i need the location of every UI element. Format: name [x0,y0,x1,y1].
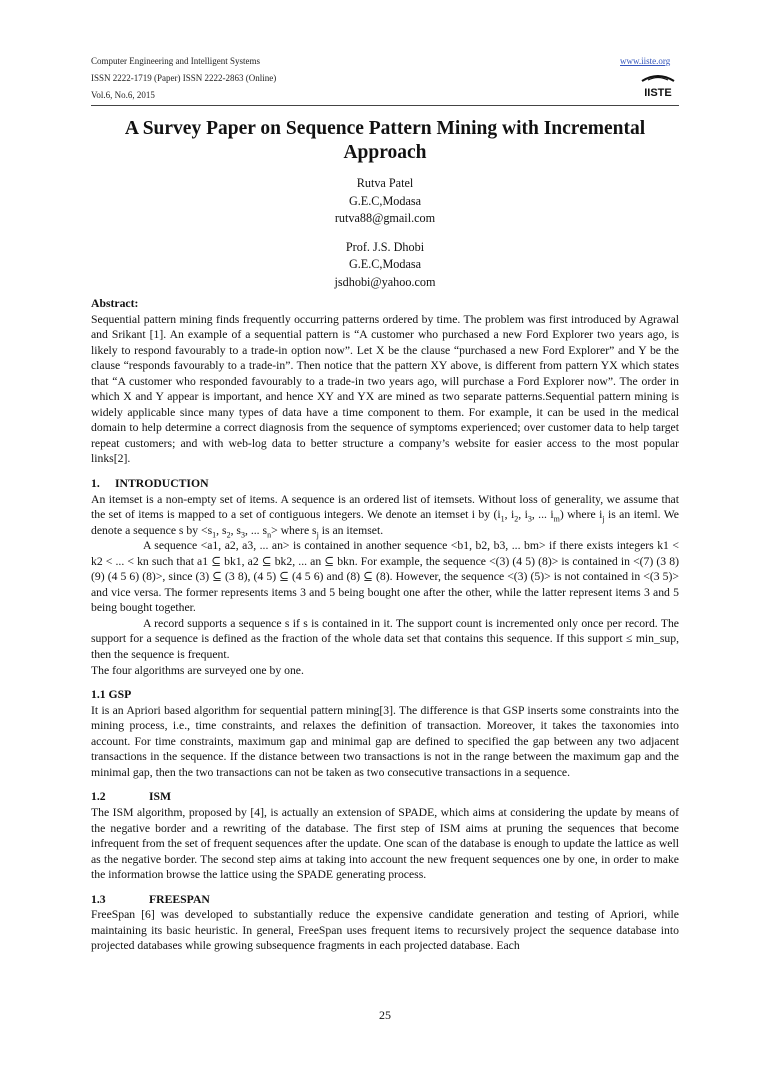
intro-title: INTRODUCTION [115,477,209,491]
author-affiliation: G.E.C,Modasa [348,257,422,271]
ism-number: 1.2 [91,790,106,804]
ism-heading [91,789,679,805]
author-affiliation: G.E.C,Modasa [348,193,422,208]
ism-title: ISM [149,790,172,804]
journal-volume: Vol.6, No.6, 2015 [91,90,155,100]
journal-issn: ISSN 2222-1719 (Paper) ISSN 2222-2863 (Online) [91,73,277,83]
page-number: 25 [379,1008,391,1022]
author-1 [91,175,679,228]
author-name: Rutva Patel [356,176,414,190]
author-list [91,175,679,302]
header-divider [91,105,679,106]
intro-paragraph-3: A record supports a sequence s if s is contained in it. The support count is incremented only once per record. The support for a sequence is defined as the fraction of the whole data set that contains this sequence. If this support ≤ min_sup, then the sequence is frequent. [91,616,679,662]
iiste-logo [638,71,678,99]
gsp-text: It is an Apriori based algorithm for sequential pattern mining[3]. The difference is that GSP inserts some constraints into the mining process, i.e., time constraints, and relaxes the definition of transaction. Moreover, it takes the taxonomies into account. For time constraints, maximum gap and minimal gap are defined to specified the gap between any two adjacent transactions in the sequence. If the distance between two transactions is not in the range between the maximum gap and the minimal gap, then the two transactions can not be taken as two consecutive transactions in a sequence. [91,703,679,779]
intro-heading [91,476,679,492]
freespan-title: FREESPAN [149,892,210,906]
author-name: Prof. J.S. Dhobi [345,239,425,254]
abstract-text: Sequential pattern mining finds frequently occurring patterns ordered by time. The problem was first introduced by Agrawal and Srikant [1]. An example of a sequential pattern is “A customer who purchased a new Ford Explorer two years ago, is likely to respond favourably to a trade-in option now”. Let X be the clause “purchased a new Ford Explorer” and Y be the clause “responds favourably to a trade-in”. Then notice that the pattern XY above, is different from pattern YX which states that “A customer who responded favourably to a trade-in two years ago, will purchase a Ford Explorer now”. The order in which X and Y appear is important, and hence XY and YX are mined as two separate patterns.Sequential pattern mining is widely applicable since many types of data have a time component to them. For example, it can be used in the medical domain to help determine a correct diagnosis from the sequence of symptoms experienced; over customer data to help target repeat customers; and with web-log data to better structure a company’s website for easier access to the most popular links[2]. [91,312,679,466]
freespan-text: FreeSpan [6] was developed to substantially reduce the expensive candidate generation and testing of Apriori, while maintaining its basic heuristic. In general, FreeSpan uses frequent items to recursively project the sequence database into projected databases while growing subsequence fragments in each projected database. Each [91,908,679,953]
ism-text: The ISM algorithm, proposed by [4], is actually an extension of SPADE, which aims at considering the update by means of the negative border and a rewriting of the database. The first step of ISM aims at pruning the sequences that become infrequent from the set of frequent sequences after the update. One scan of the database is enough to update the lattice as well as the negative border. The second step aims at taking into account the new frequent sequences one by one, in order to make the information browse the lattice using the SPADE generating process. [91,805,679,882]
gsp-heading: 1.1 GSP [91,688,132,702]
intro-paragraph-2: A sequence <a1, a2, a3, ... an> is contained in another sequence <b1, b2, b3, ... bm> if there exists integers k1 < k2 < ... < kn such that a1 ⊆ bk1, a2 ⊆ bk2, ... an ⊆ bkn. For example, the sequence <(3) (4 5) (8)> is contained in <(7) (3 8) (9) (4 5 6) (8)>, since (3) ⊆ (3 8), (4 5) ⊆ (4 5 6) and (8) ⊆ (8). However, the sequence <(3) (5)> is not contained in <(3 5)> and vice versa. The former represents items 3 and 5 being bought one after the other, while the latter represent items 3 and 5 being bought together. [91,539,679,615]
paper-title: A Survey Paper on Sequence Pattern Mining with Incremental Approach [124,118,646,163]
author-email: rutva88@gmail.com [334,211,436,225]
journal-url-link[interactable]: www.iiste.org [620,56,671,66]
intro-number: 1. [91,477,100,491]
journal-name: Computer Engineering and Intelligent Systems [91,56,260,66]
freespan-number: 1.3 [91,892,106,906]
intro-paragraph-1: An itemset is a non-empty set of items. A sequence is an ordered list of itemsets. Without loss of generality, we assume that the set of items is mapped to a set of contiguous integers. We denote an itemset i by ($i_1$, $i_2$, $i_3$, ... $i_m$) where $i_j$ is an iteml. We denote a sequence s by $<s_1$, $s_2$, $s_3$, ... $s_n>$ where $s_j$ is an itemset. [91,492,679,539]
freespan-heading [91,892,679,908]
author-email: jsdhobi@yahoo.com [334,274,436,289]
paper-body [91,296,679,954]
intro-paragraph-4: The four algorithms are surveyed one by one. [91,663,304,677]
iiste-logo-text: IISTE [644,87,672,99]
author-2 [91,239,679,292]
abstract-heading: Abstract: [91,297,139,310]
